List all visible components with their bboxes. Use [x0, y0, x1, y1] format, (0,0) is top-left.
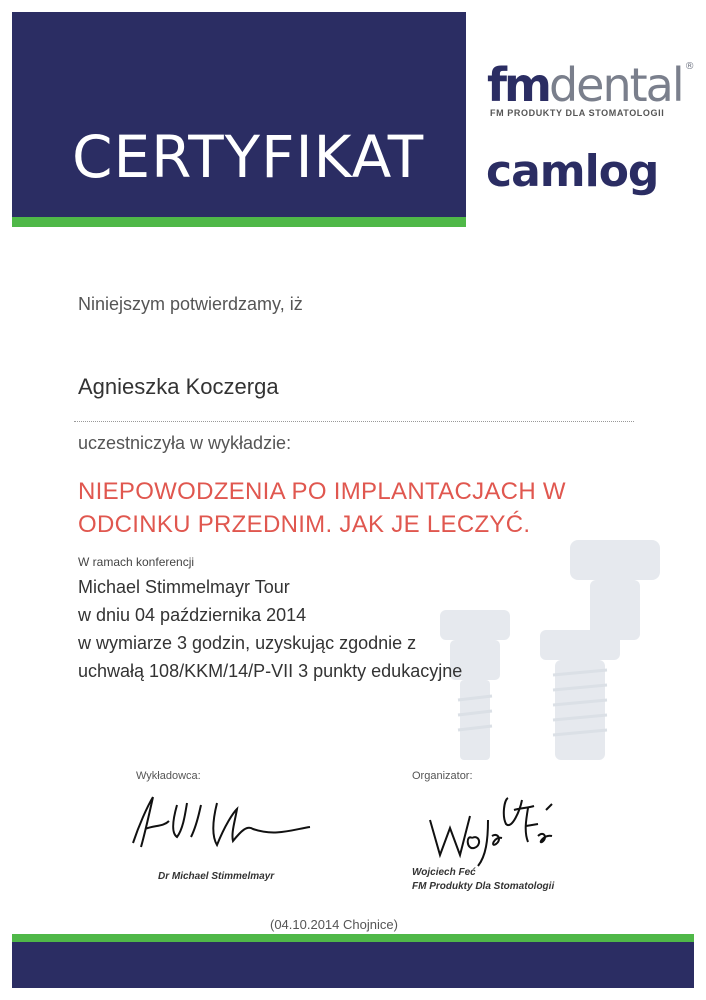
footer-bar	[12, 934, 694, 988]
detail-line: w dniu 04 października 2014	[78, 605, 307, 625]
conference-details	[78, 573, 462, 685]
date-place: (04.10.2014 Chojnice)	[270, 917, 398, 932]
organizer-signature	[410, 780, 570, 870]
organizer-company: FM Produkty Dla Stomatologii	[412, 881, 555, 892]
participant-name: Agnieszka Koczerga	[78, 374, 279, 399]
footer-stripe	[12, 934, 694, 942]
intro-text: Niniejszym potwierdzamy, iż	[78, 294, 303, 314]
organizer-label: Organizator:	[412, 770, 473, 782]
fmdental-logo	[487, 58, 695, 112]
within-conference-label: W ramach konferencji	[78, 555, 195, 569]
lecture-title: NIEPOWODZENIA PO IMPLANTACJACH W ODCINKU PRZEDNIM. JAK JE LECZYĆ.	[78, 478, 566, 538]
lecturer-label: Wykładowca:	[136, 770, 201, 782]
certificate-title: CERTYFIKAT	[72, 123, 425, 191]
participated-text: uczestniczyła w wykładzie:	[78, 433, 292, 453]
fmdental-tagline: FM PRODUKTY DLA STOMATOLOGII	[490, 108, 665, 118]
fmdental-logo-fm: fm	[487, 58, 549, 112]
detail-line: Michael Stimmelmayr Tour	[78, 577, 290, 597]
detail-line: uchwałą 108/KKM/14/P-VII 3 punkty edukacyjne	[78, 661, 463, 681]
lecturer-signature	[125, 785, 315, 865]
organizer-name: Wojciech Feć	[412, 867, 476, 878]
dotted-divider	[74, 421, 634, 422]
camlog-logo: camlog	[486, 146, 659, 197]
registered-mark: ®	[684, 61, 695, 72]
title-banner-stripe	[12, 217, 466, 227]
lecturer-name: Dr Michael Stimmelmayr	[158, 871, 275, 882]
fmdental-logo-dental: dental	[548, 58, 683, 112]
detail-line: w wymiarze 3 godzin, uzyskując zgodnie z	[78, 633, 417, 653]
